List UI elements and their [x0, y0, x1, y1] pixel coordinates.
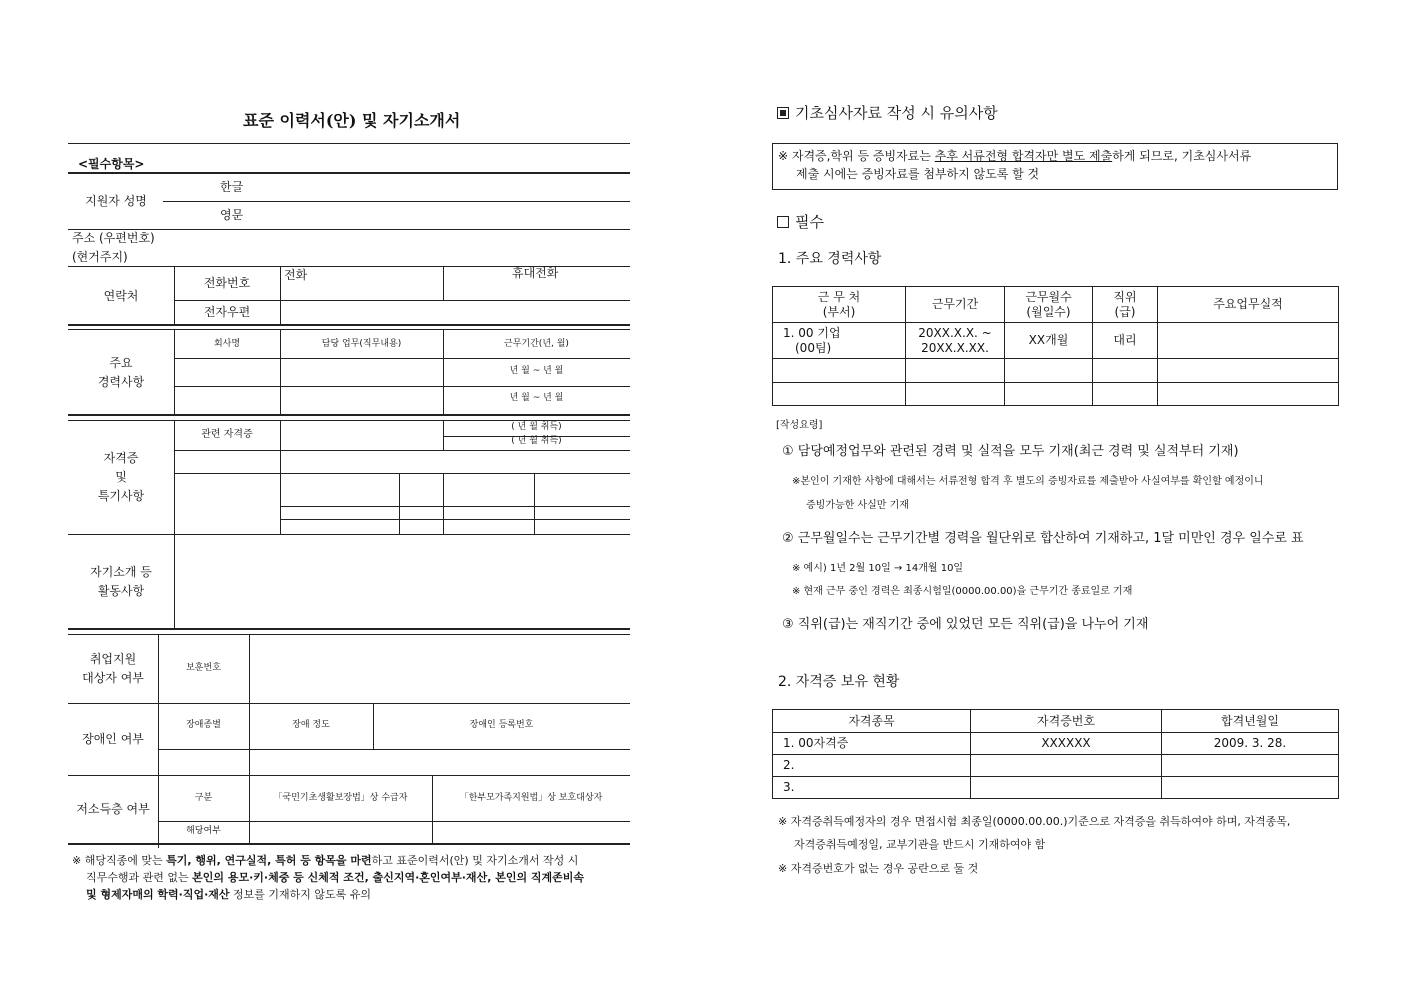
career-label-2: 경력사항	[97, 375, 145, 389]
required-section-label: <필수항목>	[78, 157, 145, 171]
address-label: 주소 (우편번호)	[72, 231, 155, 245]
notice-line: ※ 자격증,학위 등 증빙자료는 추후 서류전형 합격자만 별도 제출하게 되므로, 기초심사서류	[778, 149, 1252, 163]
mobile-label: 휴대전화	[512, 266, 559, 280]
guide-heading: 기초심사자료 작성 시 유의사항	[777, 106, 998, 121]
applicant-name-label: 지원자 성명	[85, 194, 147, 208]
company-column-header: 회사명	[213, 339, 241, 349]
table-cell: 20XX.X.X. ~ 20XX.X.XX.	[906, 323, 1005, 359]
table-cell	[1158, 359, 1339, 383]
career-table	[772, 286, 1339, 406]
cert-label-2: 및	[115, 470, 127, 484]
cert-note: 자격증취득예정일, 교부기관을 반드시 기재하여야 함	[794, 838, 1046, 851]
cert-table	[772, 709, 1339, 799]
table-cell	[1162, 777, 1339, 799]
table-cell	[906, 383, 1005, 406]
disability-degree-label: 장애 정도	[292, 720, 330, 730]
table-cell: 대리	[1093, 323, 1158, 359]
table-cell	[773, 359, 906, 383]
guide-note: ※ 현재 근무 중인 경력은 최종시험일(0000.00.00)을 근무기간 종료일로 기재	[792, 586, 1133, 597]
guide-note: 증빙가능한 사실만 기재	[806, 500, 909, 511]
cert-note: ※ 자격증번호가 없는 경우 공란으로 둘 것	[778, 862, 979, 875]
table-header: 자격종목	[773, 710, 971, 733]
table-header: 주요업무실적	[1158, 287, 1339, 323]
english-name-label: 영문	[220, 208, 244, 222]
table-cell	[971, 777, 1162, 799]
table-header: 근무기간	[906, 287, 1005, 323]
career-label-1: 주요	[109, 356, 133, 370]
cert-note: ※ 자격증취득예정자의 경우 면접시험 최종일(0000.00.00.)기준으로 자격증을 취득하여야 하며, 자격종목,	[778, 815, 1291, 828]
korean-name-label: 한글	[220, 180, 244, 194]
table-cell: 2.	[773, 755, 971, 777]
category-label: 구분	[194, 793, 213, 803]
guide-note: ※본인이 기재한 사항에 대해서는 서류전형 합격 후 별도의 증빙자료를 제출받아 사실여부를 확인할 예정이니	[792, 476, 1264, 487]
table-header: 근무월수 (월일수)	[1005, 287, 1093, 323]
table-cell: XX개월	[1005, 323, 1093, 359]
guide-note: ※ 예시) 1년 2월 10일 → 14개월 10일	[792, 563, 964, 574]
guide-item: ② 근무월일수는 근무기간별 경력을 월단위로 합산하여 기재하고, 1달 미만인 경우 일수로 표	[782, 531, 1304, 546]
disability-type-label: 장애종별	[186, 720, 221, 730]
cert-label-1: 자격증	[103, 451, 139, 465]
employment-support-label-2: 대상자 여부	[82, 671, 144, 685]
career-heading: 1. 주요 경력사항	[778, 251, 882, 267]
table-header: 근 무 처 (부서)	[773, 287, 906, 323]
contact-label: 연락처	[103, 289, 139, 303]
duty-column-header: 담당 업무(직무내용)	[321, 339, 402, 349]
single-parent-label: 「한부모가족지원법」상 보호대상자	[459, 793, 603, 803]
low-income-label: 저소득층 여부	[76, 802, 150, 816]
guide-item: ① 담당예정업무와 관련된 경력 및 실적을 모두 기재(최근 경력 및 실적부터 기재)	[782, 444, 1239, 459]
notice-line: 제출 시에는 증빙자료를 첨부하지 않도록 할 것	[796, 167, 1040, 181]
intro-label-2: 활동사항	[97, 584, 145, 598]
required-heading: 필수	[777, 215, 824, 230]
email-label: 전자우편	[203, 305, 251, 319]
acquire-date-row: ( 년 월 취득)	[511, 422, 562, 432]
veteran-number-label: 보훈번호	[186, 663, 221, 673]
table-cell	[1158, 323, 1339, 359]
footnote-line: 직무수행과 관련 없는 본인의 용모·키·체중 등 신체적 조건, 출신지역·혼인여부·재산, 본인의 직계존비속	[86, 871, 585, 884]
table-cell: 3.	[773, 777, 971, 799]
guide-item: ③ 직위(급)는 재직기간 중에 있었던 모든 직위(급)을 나누어 기재	[782, 617, 1149, 632]
employment-support-label-1: 취업지원	[89, 652, 137, 666]
filled-square-icon	[777, 107, 789, 119]
guide-label: [작성요령]	[776, 420, 823, 431]
table-cell	[1158, 383, 1339, 406]
intro-label-1: 자기소개 등	[90, 565, 152, 579]
table-cell: 2009. 3. 28.	[1162, 733, 1339, 755]
table-cell: XXXXXX	[971, 733, 1162, 755]
disability-reg-label: 장애인 등록번호	[469, 720, 534, 730]
empty-square-icon	[777, 216, 789, 228]
career-period-row: 년 월 ~ 년 월	[509, 366, 564, 376]
basic-livelihood-label: 「국민기초생활보장법」상 수급자	[273, 793, 408, 803]
table-cell: 1. 00 기업 (00팀)	[773, 323, 906, 359]
table-cell	[1005, 383, 1093, 406]
table-cell	[1093, 383, 1158, 406]
table-cell	[1093, 359, 1158, 383]
page-title: 표준 이력서(안) 및 자기소개서	[243, 111, 461, 130]
table-cell	[906, 359, 1005, 383]
cert-heading: 2. 자격증 보유 현황	[778, 674, 900, 690]
period-column-header: 근무기간(년, 월)	[504, 339, 569, 349]
cert-label-3: 특기사항	[97, 489, 145, 503]
table-cell	[1162, 755, 1339, 777]
applicable-label: 해당여부	[186, 826, 221, 836]
phone-label: 전화	[284, 268, 308, 282]
disabled-label: 장애인 여부	[82, 732, 144, 746]
table-cell: 1. 00자격증	[773, 733, 971, 755]
table-cell	[773, 383, 906, 406]
table-header: 자격증번호	[971, 710, 1162, 733]
acquire-date-row: ( 년 월 취득)	[511, 436, 562, 446]
phone-number-label: 전화번호	[203, 276, 251, 290]
table-header: 직위 (급)	[1093, 287, 1158, 323]
footnote-line: 및 형제자매의 학력·직업·재산 정보를 기재하지 않도록 유의	[86, 888, 372, 901]
table-header: 합격년월일	[1162, 710, 1339, 733]
footnote-line: ※ 해당직종에 맞는 특기, 행위, 연구실적, 특허 등 항목을 마련하고 표준이력서(안) 및 자기소개서 작성 시	[72, 854, 579, 867]
related-cert-label: 관련 자격증	[201, 429, 253, 440]
current-address-label: (현거주지)	[72, 250, 128, 264]
career-period-row: 년 월 ~ 년 월	[509, 393, 564, 403]
table-cell	[971, 755, 1162, 777]
table-cell	[1005, 359, 1093, 383]
